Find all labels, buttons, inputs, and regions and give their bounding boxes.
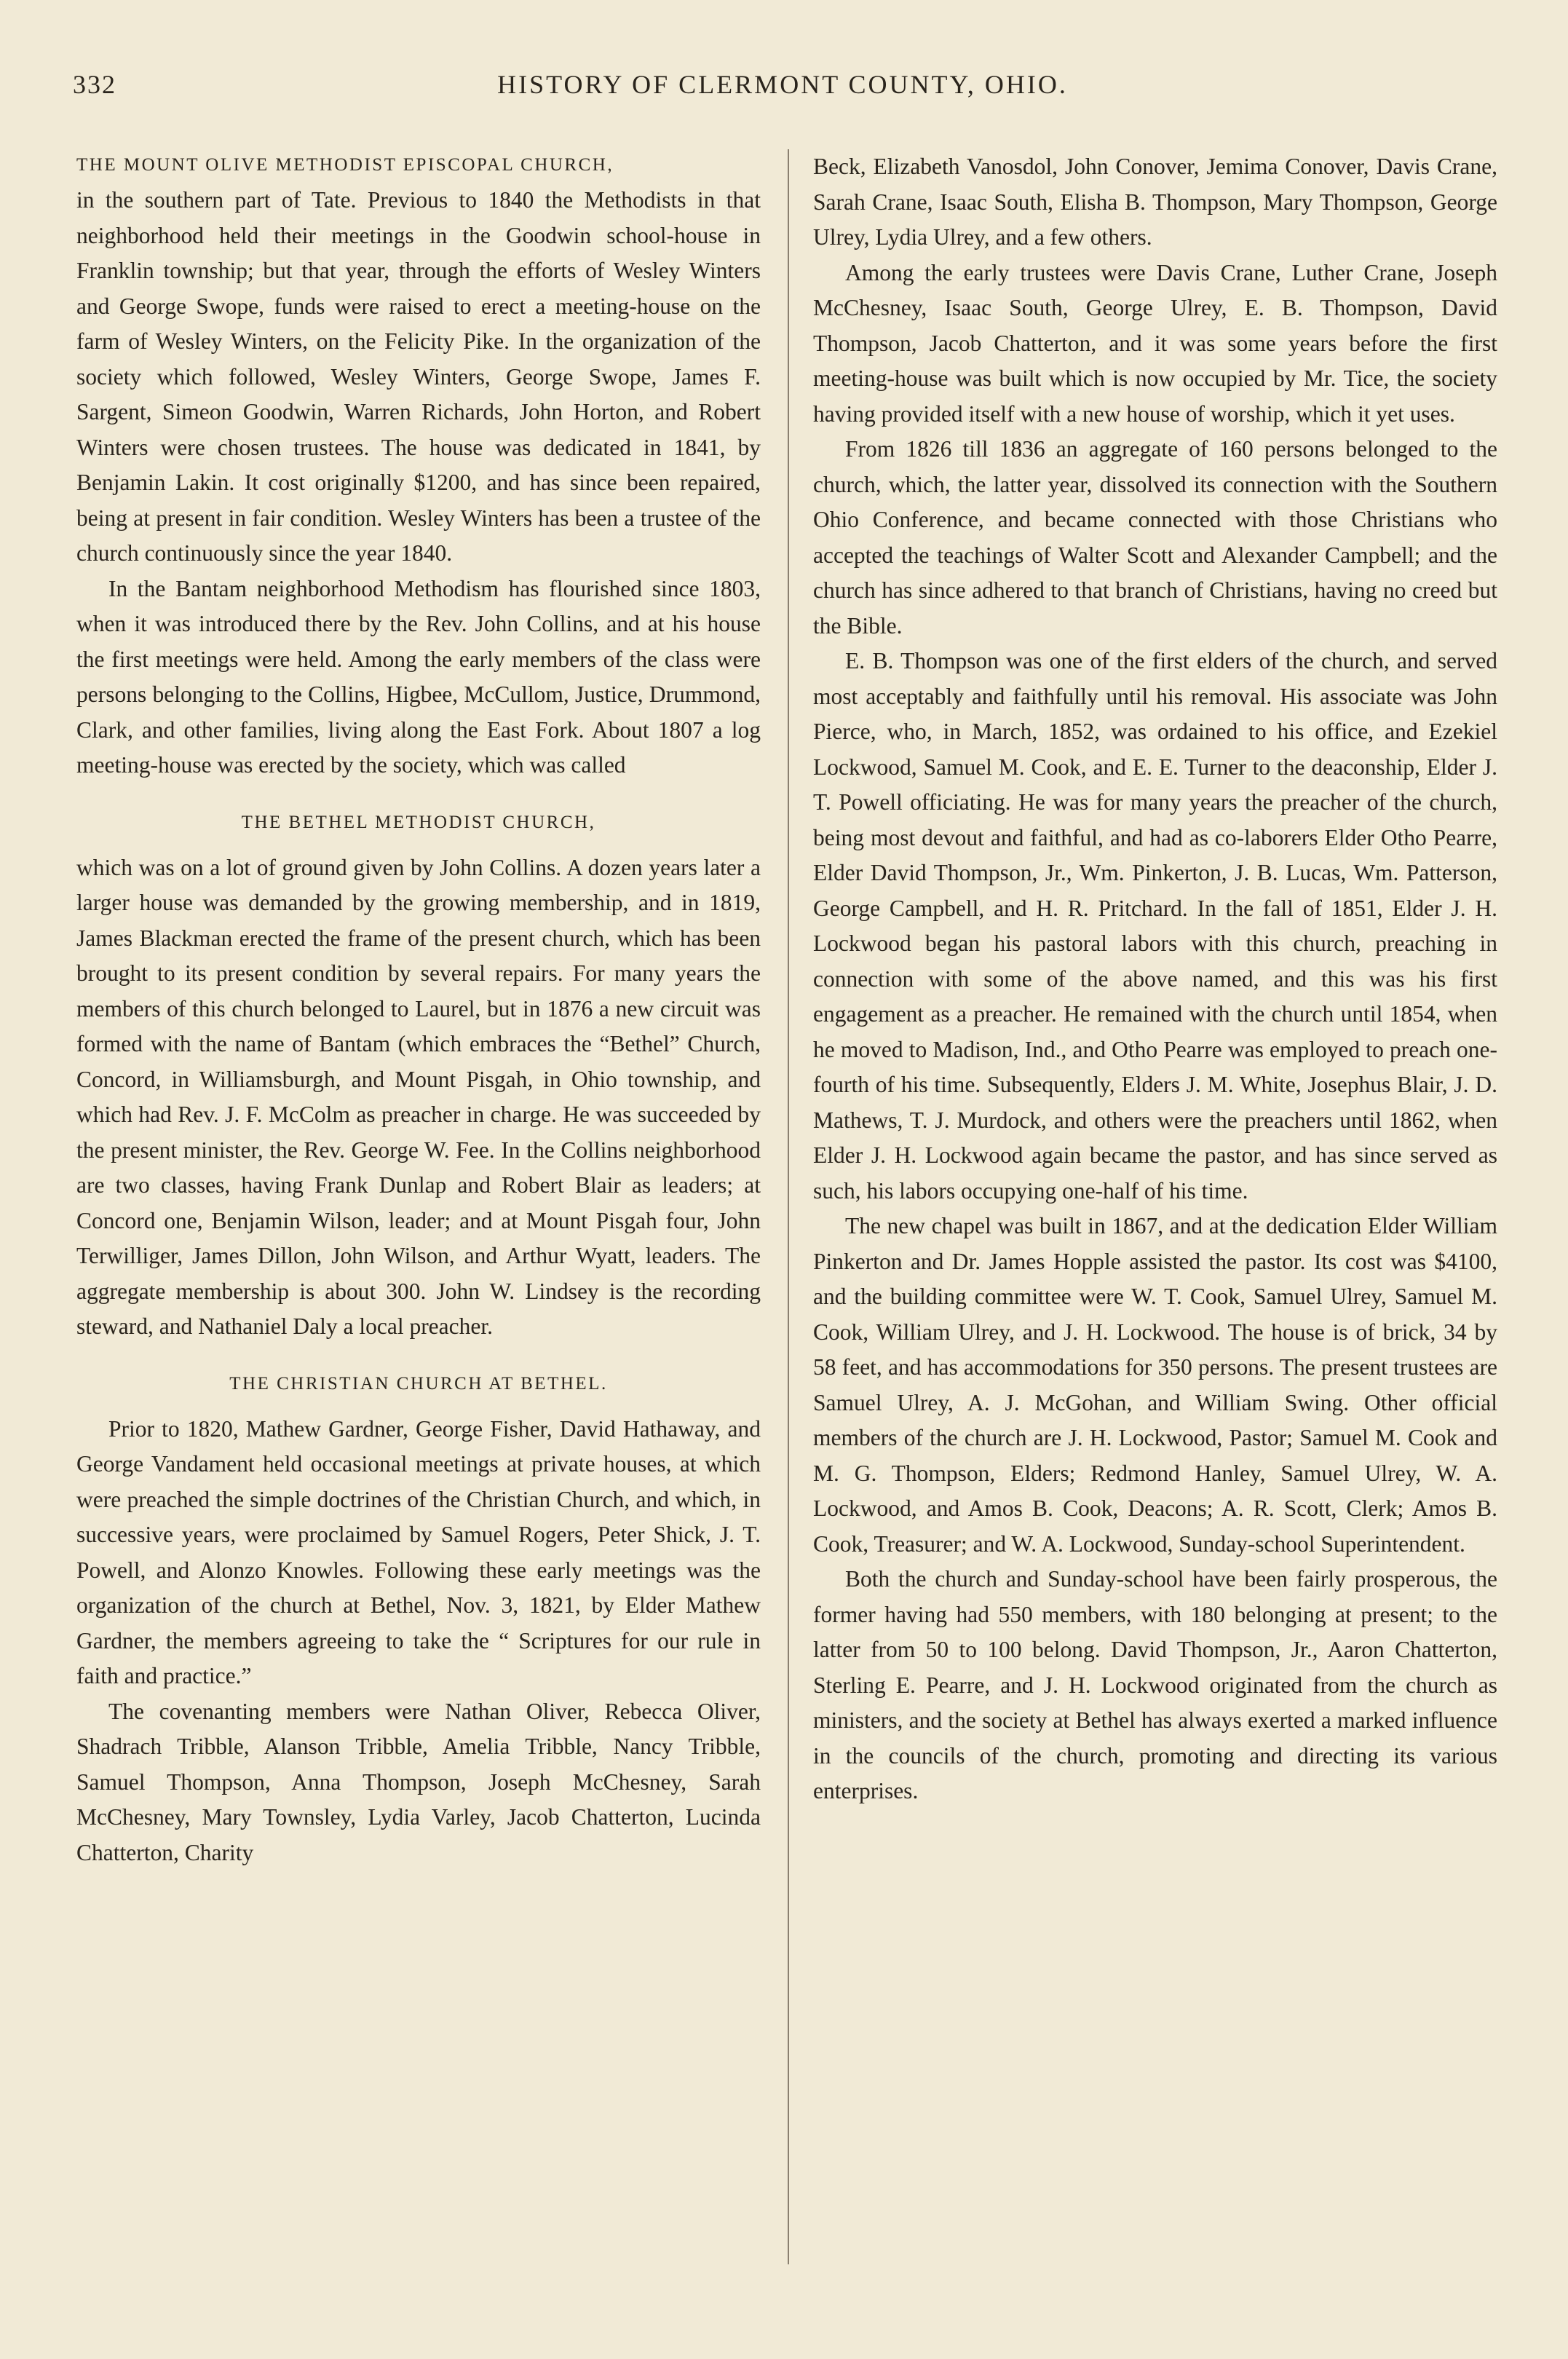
left-column	[76, 149, 761, 1870]
heading-mount-olive: THE MOUNT OLIVE METHODIST EPISCOPAL CHURCH,	[76, 155, 614, 175]
paragraph: in the southern part of Tate. Previous to 1840 the Methodists in that neighborhood held their meetings in the Goodwin school-house in Franklin township; but that year, through the efforts of Wesley Winters and George Swope, funds were raised to erect a meeting-house on the farm of Wesley Winters, on the Felicity Pike. In the organization of the society which followed, Wesley Winters, George Swope, James F. Sargent, Simeon Goodwin, Warren Richards, John Horton, and Robert Winters were chosen trustees. The house was dedicated in 1841, by Benjamin Lakin. It cost originally $1200, and has since been repaired, being at present in fair condition. Wesley Winters has been a trustee of the church continuously since the year 1840.	[76, 187, 761, 566]
paragraph: From 1826 till 1836 an aggregate of 160 persons belonged to the church, which, the latter year, dissolved its connection with the Southern Ohio Conference, and became connected with those Christians who accepted the teachings of Walter Scott and Alexander Campbell; and the church has since adhered to that branch of Christians, having no creed but the Bible.	[813, 436, 1497, 639]
paragraph: The covenanting members were Nathan Oliver, Rebecca Oliver, Shadrach Tribble, Alanson Tribble, Amelia Tribble, Nancy Tribble, Samuel Thompson, Anna Thompson, Joseph McChesney, Sarah McChesney, Mary Townsley, Lydia Varley, Jacob Chatterton, Lucinda Chatterton, Charity	[76, 1698, 761, 1865]
heading-bethel-methodist: THE BETHEL METHODIST CHURCH,	[241, 812, 596, 832]
paragraph: Beck, Elizabeth Vanosdol, John Conover, Jemima Conover, Davis Crane, Sarah Crane, Isaac South, Elisha B. Thompson, Mary Thompson, George Ulrey, Lydia Ulrey, and a few others.	[813, 154, 1497, 250]
paragraph: In the Bantam neighborhood Methodism has flourished since 1803, when it was introduced there by the Rev. John Collins, and at his house the first meetings were held. Among the early members of the class were persons belonging to the Collins, Higbee, McCullom, Justice, Drummond, Clark, and other families, living along the East Fork. About 1807 a log meeting-house was erected by the society, which was called	[76, 575, 761, 778]
paragraph: Prior to 1820, Mathew Gardner, George Fisher, David Hathaway, and George Vandament held occasional meetings at private houses, at which were preached the simple doctrines of the Christian Church, and which, in successive years, were proclaimed by Samuel Rogers, Peter Shick, J. T. Powell, and Alonzo Knowles. Following these early meetings was the organization of the church at Bethel, Nov. 3, 1821, by Elder Mathew Gardner, the members agreeing to take the “ Scriptures for our rule in faith and practice.”	[76, 1415, 761, 1688]
column-divider	[788, 149, 789, 2264]
paragraph: E. B. Thompson was one of the first elders of the church, and served most acceptably and faithfully until his removal. His associate was John Pierce, who, in March, 1852, was ordained to his office, and Ezekiel Lockwood, Samuel M. Cook, and E. E. Turner to the deaconship, Elder J. T. Powell officiating. He was for many years the preacher of the church, being most devout and faithful, and had as co-laborers Elder Otho Pearre, Elder David Thompson, Jr., Wm. Pinkerton, J. B. Lucas, Wm. Patterson, George Campbell, and H. R. Pritchard. In the fall of 1851, Elder J. H. Lockwood began his pastoral labors with this church, preaching in connection with some of the above named, and this was his first engagement as a preacher. He remained with the church until 1854, when he moved to Madison, Ind., and Otho Pearre was employed to preach one-fourth of his time. Subsequently, Elders J. M. White, Josephus Blair, J. D. Mathews, T. J. Murdock, and others were the preachers until 1862, when Elder J. H. Lockwood again became the pastor, and has since served as such, his labors occupying one-half of his time.	[813, 648, 1497, 1204]
running-title: HISTORY OF CLERMONT COUNTY, OHIO.	[497, 70, 1068, 99]
right-column	[813, 149, 1497, 1809]
paragraph: which was on a lot of ground given by John Collins. A dozen years later a larger house was demanded by the growing membership, and in 1819, James Blackman erected the frame of the present church, which has been brought to its present condition by several repairs. For many years the members of this church belonged to Laurel, but in 1876 a new circuit was formed with the name of Bantam (which embraces the “Bethel” Church, Concord, in Williamsburgh, and Mount Pisgah, in Ohio township, and which had Rev. J. F. McColm as preacher in charge. He was succeeded by the present minister, the Rev. George W. Fee. In the Collins neighborhood are two classes, having Frank Dunlap and Robert Blair as leaders; at Concord one, Benjamin Wilson, leader; and at Mount Pisgah four, John Terwilliger, James Dillon, John Wilson, and Arthur Wyatt, leaders. The aggregate membership is about 300. John W. Lindsey is the recording steward, and Nathaniel Daly a local preacher.	[76, 854, 761, 1339]
paragraph: Both the church and Sunday-school have been fairly prosperous, the former having had 550 members, with 180 belonging at present; to the latter from 50 to 100 belong. David Thompson, Jr., Aaron Chatterton, Sterling E. Pearre, and J. H. Lockwood originated from the church as ministers, and the society at Bethel has always exerted a marked influence in the councils of the church, promoting and directing its various enterprises.	[813, 1566, 1497, 1803]
page-number: 332	[73, 70, 116, 99]
page-header	[73, 69, 1492, 127]
paragraph: Among the early trustees were Davis Crane, Luther Crane, Joseph McChesney, Isaac South, George Ulrey, E. B. Thompson, David Thompson, Jacob Chatterton, and it was some years before the first meeting-house was built which is now occupied by Mr. Tice, the society having provided itself with a new house of worship, which it yet uses.	[813, 259, 1497, 427]
heading-christian-church: THE CHRISTIAN CHURCH AT BETHEL.	[229, 1373, 608, 1394]
paragraph: The new chapel was built in 1867, and at the dedication Elder William Pinkerton and Dr. James Hopple assisted the pastor. Its cost was $4100, and the building committee were W. T. Cook, Samuel Ulrey, Samuel M. Cook, William Ulrey, and J. H. Lockwood. The house is of brick, 34 by 58 feet, and has accommodations for 350 persons. The present trustees are Samuel Ulrey, A. J. McGohan, and William Swing. Other official members of the church are J. H. Lockwood, Pastor; Samuel M. Cook and M. G. Thompson, Elders; Redmond Hanley, Samuel Ulrey, W. A. Lockwood, and Amos B. Cook, Deacons; A. R. Scott, Clerk; Amos B. Cook, Treasurer; and W. A. Lockwood, Sunday-school Superintendent.	[813, 1213, 1497, 1557]
